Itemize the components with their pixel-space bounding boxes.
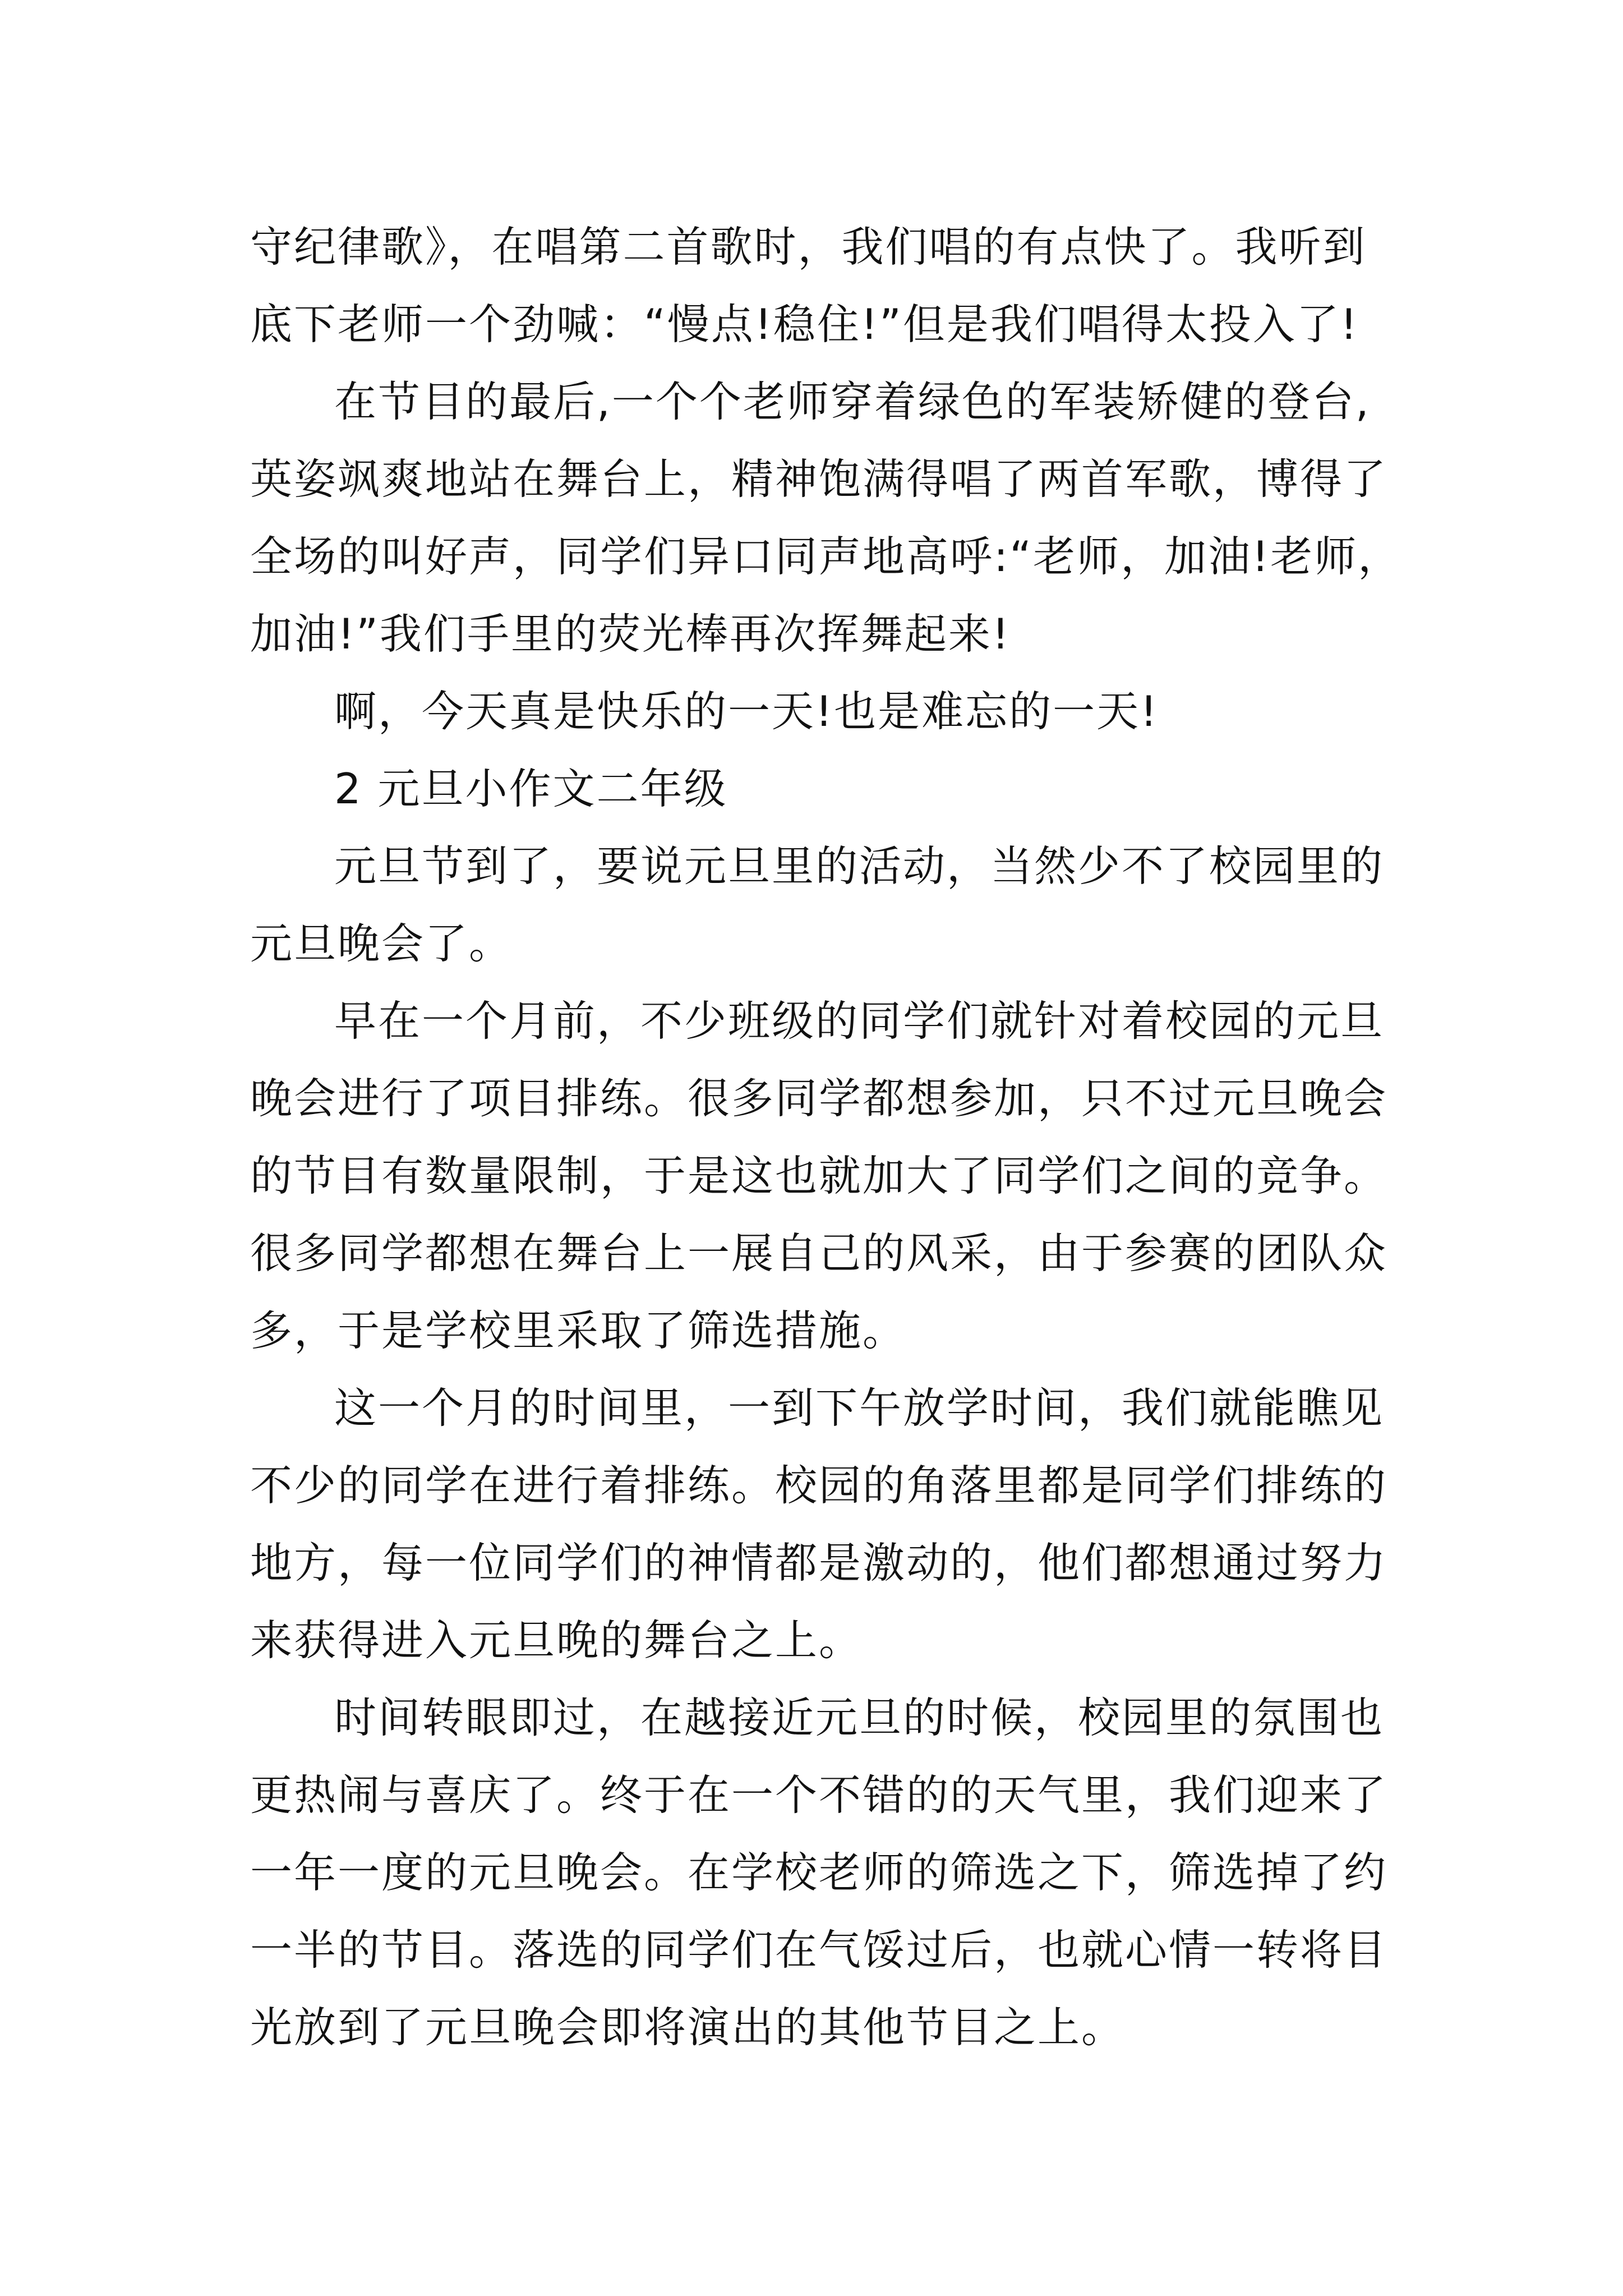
paragraph-start-line: 时间转眼即过，在越接近元旦的时候，校园里的氛围也 <box>334 1693 1385 1742</box>
text-line: 全场的叫好声，同学们异口同声地高呼:“老师，加油!老师， <box>250 532 1402 581</box>
text-line: 一年一度的元旦晚会。在学校老师的筛选之下，筛选掉了约 <box>250 1848 1388 1897</box>
text-line: 加油!”我们手里的荧光棒再次挥舞起来! <box>250 609 1011 659</box>
text-line: 不少的同学在进行着排练。校园的角落里都是同学们排练的 <box>250 1461 1388 1510</box>
text-line: 一半的节目。落选的同学们在气馁过后，也就心情一转将目 <box>250 1925 1388 1975</box>
paragraph-start-line: 啊，今天真是快乐的一天!也是难忘的一天! <box>334 687 1159 736</box>
text-line: 的节目有数量限制，于是这也就加大了同学们之间的竞争。 <box>250 1151 1388 1200</box>
paragraph-start-line: 元旦节到了，要说元旦里的活动，当然少不了校园里的 <box>334 841 1385 891</box>
paragraph-start-line: 早在一个月前，不少班级的同学们就针对着校园的元旦 <box>334 996 1385 1046</box>
paragraph-start-line: 在节目的最后,一个个老师穿着绿色的军装矫健的登台, <box>334 377 1371 426</box>
text-line: 光放到了元旦晚会即将演出的其他节目之上。 <box>250 2003 1126 2052</box>
text-line: 底下老师一个劲喊：“慢点!稳住!”但是我们唱得太投入了! <box>250 300 1359 349</box>
text-line: 地方，每一位同学们的神情都是激动的，他们都想通过努力 <box>250 1538 1388 1588</box>
text-line: 晚会进行了项目排练。很多同学都想参加，只不过元旦晚会 <box>250 1074 1388 1123</box>
text-line: 元旦晚会了。 <box>250 919 513 968</box>
text-line: 很多同学都想在舞台上一展自己的风采，由于参赛的团队众 <box>250 1228 1388 1278</box>
section-heading: 2 元旦小作文二年级 <box>334 764 728 813</box>
text-line: 来获得进入元旦晚的舞台之上。 <box>250 1616 863 1665</box>
text-line: 守纪律歌》，在唱第二首歌时，我们唱的有点快了。我听到 <box>250 222 1367 272</box>
text-line: 多，于是学校里采取了筛选措施。 <box>250 1306 907 1355</box>
paragraph-start-line: 这一个月的时间里，一到下午放学时间，我们就能瞧见 <box>334 1383 1385 1433</box>
text-line: 英姿飒爽地站在舞台上，精神饱满得唱了两首军歌，博得了 <box>250 454 1388 504</box>
text-line: 更热闹与喜庆了。终于在一个不错的的天气里，我们迎来了 <box>250 1770 1388 1820</box>
